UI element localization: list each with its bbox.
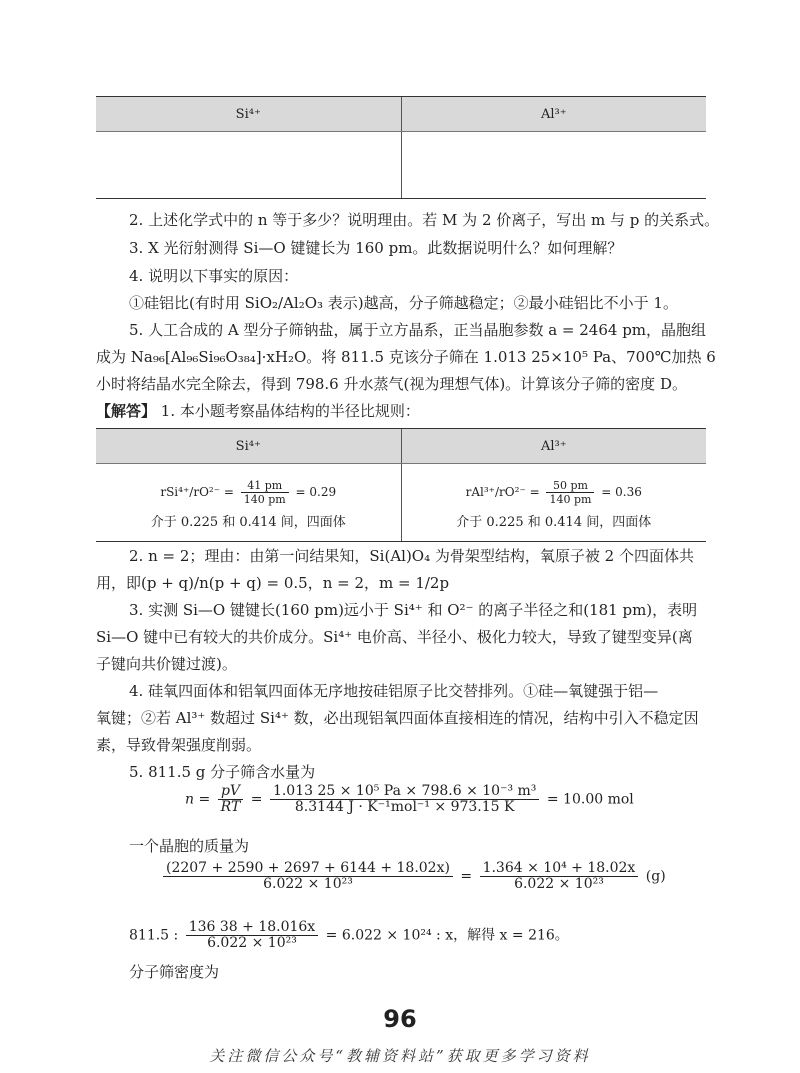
question-5-line2: 成为 Na₉₆[Al₉₆Si₉₆O₃₈₄]·xH₂O。将 811.5 克该分子筛在 1.013 25×10⁵ Pa、700℃加热 6 bbox=[96, 348, 716, 366]
eq2-unit: (g) bbox=[645, 868, 666, 885]
eq1-fraction-pv-rt bbox=[218, 784, 244, 815]
al-ratio-numerator: 50 pm bbox=[546, 479, 594, 493]
eq2-f1-denominator: 6.022 × 10²³ bbox=[263, 876, 353, 892]
question-3: 3. X 光衍射测得 Si—O 键键长为 160 pm。此数据说明什么？如何理解？ bbox=[129, 239, 623, 257]
si-ratio-numerator: 41 pm bbox=[241, 479, 289, 493]
eq2-f1-numerator: (2207 + 2590 + 2697 + 6144 + 18.02x) bbox=[163, 861, 453, 877]
density-intro: 分子筛密度为 bbox=[129, 963, 220, 981]
table1-cell-si bbox=[96, 132, 401, 199]
eq3-fraction bbox=[186, 920, 319, 951]
answer-label: 【解答】 bbox=[96, 402, 157, 420]
eq1-fraction-values bbox=[270, 784, 539, 815]
table2-header-al: Al³⁺ bbox=[401, 429, 706, 464]
footer-note: 关注微信公众号“教辅资料站”获取更多学习资料 bbox=[209, 1047, 591, 1065]
answer-intro: 1. 本小题考察晶体结构的半径比规则： bbox=[160, 402, 420, 420]
question-5-line1: 5. 人工合成的 A 型分子筛钠盐，属于立方晶系，正当晶胞参数 a = 2464 pm，晶胞组 bbox=[129, 321, 707, 339]
si-ratio-result: = 0.29 bbox=[295, 484, 337, 499]
al-ratio-fraction bbox=[546, 479, 594, 506]
eq2-mid: = bbox=[460, 868, 473, 885]
eq1-mid: = bbox=[250, 791, 263, 808]
eq3-numerator: 136 38 + 18.016x bbox=[186, 920, 319, 936]
eq1-f2-numerator: 1.013 25 × 10⁵ Pa × 798.6 × 10⁻³ m³ bbox=[270, 784, 539, 800]
radius-ratio-blank-table bbox=[96, 96, 706, 199]
radius-ratio-answer-table bbox=[96, 428, 706, 542]
answer-5-intro: 5. 811.5 g 分子筛含水量为 bbox=[129, 763, 316, 781]
cell-mass-equation bbox=[160, 861, 666, 892]
answer-2-line1: 2. n = 2；理由：由第一问结果知，Si(Al)O₄ 为骨架型结构，氧原子被 2 个四面体共 bbox=[129, 547, 694, 565]
answer-3-line3: 子键向共价键过渡)。 bbox=[96, 655, 237, 673]
table2-cell-al bbox=[401, 464, 706, 542]
question-4-items: ①硅铝比(有时用 SiO₂/Al₂O₃ 表示)越高，分子筛越稳定；②最小硅铝比不小于 1。 bbox=[129, 294, 678, 312]
al-note: 介于 0.225 和 0.414 间，四面体 bbox=[456, 514, 652, 530]
si-note: 介于 0.225 和 0.414 间，四面体 bbox=[150, 514, 346, 530]
table1-header-si: Si⁴⁺ bbox=[96, 97, 401, 132]
answer-3-line1: 3. 实测 Si—O 键键长(160 pm)远小于 Si⁴⁺ 和 O²⁻ 的离子半径之和(181 pm)，表明 bbox=[129, 601, 698, 619]
eq2-fraction-1 bbox=[163, 861, 453, 892]
al-ratio-equation bbox=[403, 479, 706, 506]
answer-3-line2: Si—O 键中已有较大的共价成分。Si⁴⁺ 电价高、半径小、极化力较大，导致了键型变异(离 bbox=[96, 628, 693, 646]
si-ratio-fraction bbox=[241, 479, 289, 506]
eq3-rhs: = 6.022 × 10²⁴ : x，解得 x = 216。 bbox=[325, 927, 569, 944]
answer-4-line3: 素，导致骨架强度削弱。 bbox=[96, 736, 262, 754]
al-ratio-denominator: 140 pm bbox=[549, 492, 592, 506]
water-count-equation bbox=[129, 920, 569, 951]
answer-heading bbox=[96, 401, 708, 421]
question-4: 4. 说明以下事实的原因： bbox=[129, 267, 299, 285]
eq2-f2-numerator: 1.364 × 10⁴ + 18.02x bbox=[480, 861, 639, 877]
eq1-f2-denominator: 8.3144 J · K⁻¹mol⁻¹ × 973.15 K bbox=[294, 799, 515, 815]
al-ratio-result: = 0.36 bbox=[601, 484, 642, 499]
si-ratio-denominator: 140 pm bbox=[243, 492, 286, 506]
ideal-gas-equation bbox=[185, 784, 634, 815]
answer-4-line2: 氧键；②若 Al³⁺ 数超过 Si⁴⁺ 数，必出现铝氧四面体直接相连的情况，结构中引入不稳定因 bbox=[96, 709, 699, 727]
answer-2-line2: 用，即(p + q)/n(p + q) = 0.5，n = 2，m = 1/2p bbox=[96, 574, 450, 592]
eq3-denominator: 6.022 × 10²³ bbox=[207, 935, 297, 951]
eq1-f1-numerator: pV bbox=[218, 784, 244, 800]
eq1-result: = 10.00 mol bbox=[546, 791, 634, 808]
eq2-fraction-2 bbox=[480, 861, 639, 892]
eq3-lhs: 811.5 : bbox=[129, 927, 179, 944]
eq1-f1-denominator: RT bbox=[220, 799, 241, 815]
table1-header-al: Al³⁺ bbox=[401, 97, 706, 132]
table2-header-si: Si⁴⁺ bbox=[96, 429, 401, 464]
answer-4-line1: 4. 硅氧四面体和铝氧四面体无序地按硅铝原子比交替排列。①硅—氧键强于铝— bbox=[129, 682, 659, 700]
table2-cell-si bbox=[96, 464, 401, 542]
eq1-lhs: n = bbox=[185, 791, 211, 808]
table1-cell-al bbox=[401, 132, 706, 199]
si-ratio-equation bbox=[97, 479, 400, 506]
cell-mass-intro: 一个晶胞的质量为 bbox=[129, 837, 250, 855]
page-number: 96 bbox=[383, 1005, 417, 1033]
eq2-f2-denominator: 6.022 × 10²³ bbox=[514, 876, 604, 892]
question-5-line3: 小时将结晶水完全除去，得到 798.6 升水蒸气(视为理想气体)。计算该分子筛的密度 D。 bbox=[96, 375, 687, 393]
question-2: 2. 上述化学式中的 n 等于多少？说明理由。若 M 为 2 价离子，写出 m 与 p 的关系式。 bbox=[129, 211, 720, 229]
al-ratio-left: rAl³⁺/rO²⁻ = bbox=[465, 484, 540, 499]
si-ratio-left: rSi⁴⁺/rO²⁻ = bbox=[160, 484, 234, 499]
